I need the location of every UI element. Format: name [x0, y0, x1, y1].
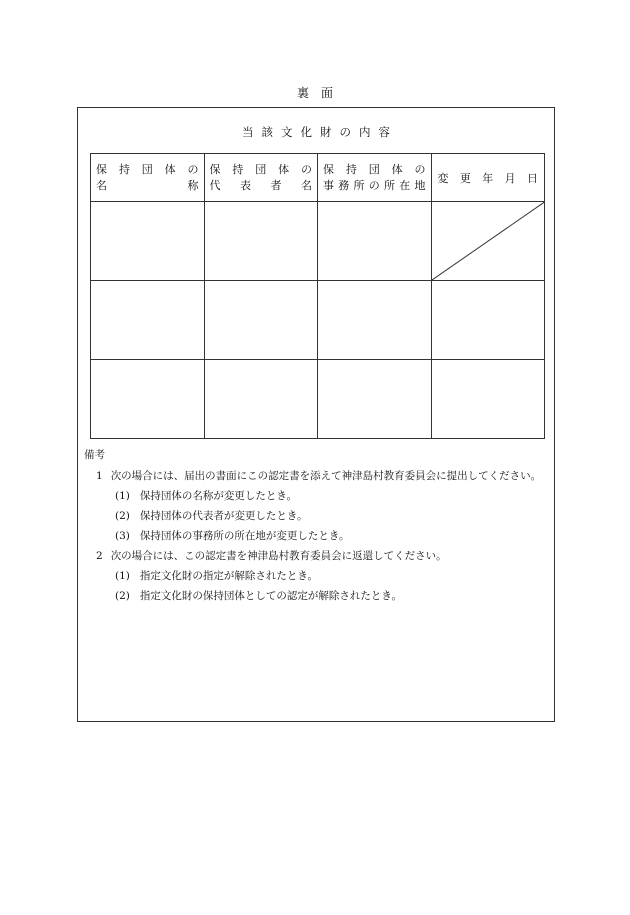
note-text: 次の場合には、この認定書を神津島村教育委員会に返還してください。 — [110, 550, 447, 562]
note-text: 次の場合には、届出の書面にこの認定書を添えて神津島村教育委員会に提出してください。 — [110, 470, 542, 482]
sub-item-text: 指定文化財の指定が解除されたとき。 — [139, 570, 318, 582]
header-char: 保 — [323, 162, 334, 176]
header-char: 持 — [345, 162, 357, 176]
header-char: の — [187, 162, 199, 176]
header-char: 在 — [399, 178, 411, 192]
note-item — [84, 547, 554, 566]
header-char: 名 — [96, 178, 107, 192]
notes-section — [84, 446, 554, 606]
header-char: 持 — [118, 162, 130, 176]
sub-item-number: (2) — [115, 510, 130, 522]
note-sub-item — [84, 587, 554, 606]
sub-item-number: (1) — [115, 570, 130, 582]
header-char: 日 — [527, 171, 538, 185]
header-group-office-address — [318, 154, 432, 202]
table-cell — [91, 202, 205, 281]
header-char: 者 — [270, 178, 282, 192]
header-char: 団 — [255, 162, 267, 176]
header-char: 所 — [384, 178, 395, 192]
sub-item-number: (1) — [115, 490, 130, 502]
header-char: 所 — [353, 178, 365, 192]
header-char: 更 — [459, 171, 471, 185]
sub-item-text: 保持団体の代表者が変更したとき。 — [139, 510, 308, 522]
header-char: の — [414, 162, 426, 176]
header-char: 変 — [437, 171, 449, 185]
header-char: の — [368, 178, 380, 192]
note-sub-item — [84, 527, 554, 546]
header-char: 保 — [96, 162, 107, 176]
note-item — [84, 467, 554, 486]
table-header-row — [91, 154, 545, 202]
header-char: 体 — [278, 162, 290, 176]
note-sub-item — [84, 487, 554, 506]
diagonal-strike-cell — [431, 202, 545, 281]
table-cell — [431, 281, 545, 360]
header-group-representative — [204, 154, 318, 202]
table-cell — [431, 360, 545, 439]
sub-item-number: (2) — [115, 590, 130, 602]
header-char: 団 — [368, 162, 380, 176]
header-char: 事 — [323, 178, 334, 192]
table-cell — [204, 281, 318, 360]
section-title: 当該文化財の内容 — [242, 125, 398, 139]
header-char: 体 — [164, 162, 176, 176]
diagonal-strike-line — [432, 202, 545, 280]
table-cell — [91, 281, 205, 360]
note-number: 1 — [96, 470, 103, 482]
table-cell — [204, 360, 318, 439]
header-char: 年 — [482, 171, 494, 185]
header-char: 称 — [187, 178, 199, 192]
table-cell — [91, 360, 205, 439]
table-row — [91, 360, 545, 439]
header-change-date — [431, 154, 545, 202]
header-char: 月 — [504, 171, 516, 185]
sub-item-number: (3) — [115, 530, 130, 542]
sub-item-text: 保持団体の名称が変更したとき。 — [139, 490, 297, 502]
header-char: 持 — [232, 162, 244, 176]
sub-item-text: 保持団体の事務所の所在地が変更したとき。 — [139, 530, 350, 542]
header-char: 名 — [301, 178, 312, 192]
header-char: 表 — [240, 178, 251, 192]
table-cell — [318, 202, 432, 281]
header-char: 務 — [338, 178, 350, 192]
note-sub-item — [84, 507, 554, 526]
table-cell — [204, 202, 318, 281]
header-char: 代 — [209, 178, 221, 192]
document-frame — [77, 107, 555, 722]
header-char: 団 — [141, 162, 153, 176]
table-cell — [318, 360, 432, 439]
sub-item-text: 指定文化財の保持団体としての認定が解除されたとき。 — [139, 590, 402, 602]
page-heading: 裏面 — [296, 86, 345, 100]
table-cell — [318, 281, 432, 360]
note-sub-item — [84, 567, 554, 586]
header-char: の — [301, 162, 312, 176]
table-row — [91, 202, 545, 281]
header-group-name — [91, 154, 205, 202]
table-row — [91, 281, 545, 360]
header-char: 地 — [414, 178, 426, 192]
header-char: 保 — [209, 162, 221, 176]
header-char: 体 — [391, 162, 403, 176]
notes-title: 備考 — [84, 449, 105, 461]
record-table — [90, 153, 545, 439]
note-number: 2 — [96, 550, 103, 562]
